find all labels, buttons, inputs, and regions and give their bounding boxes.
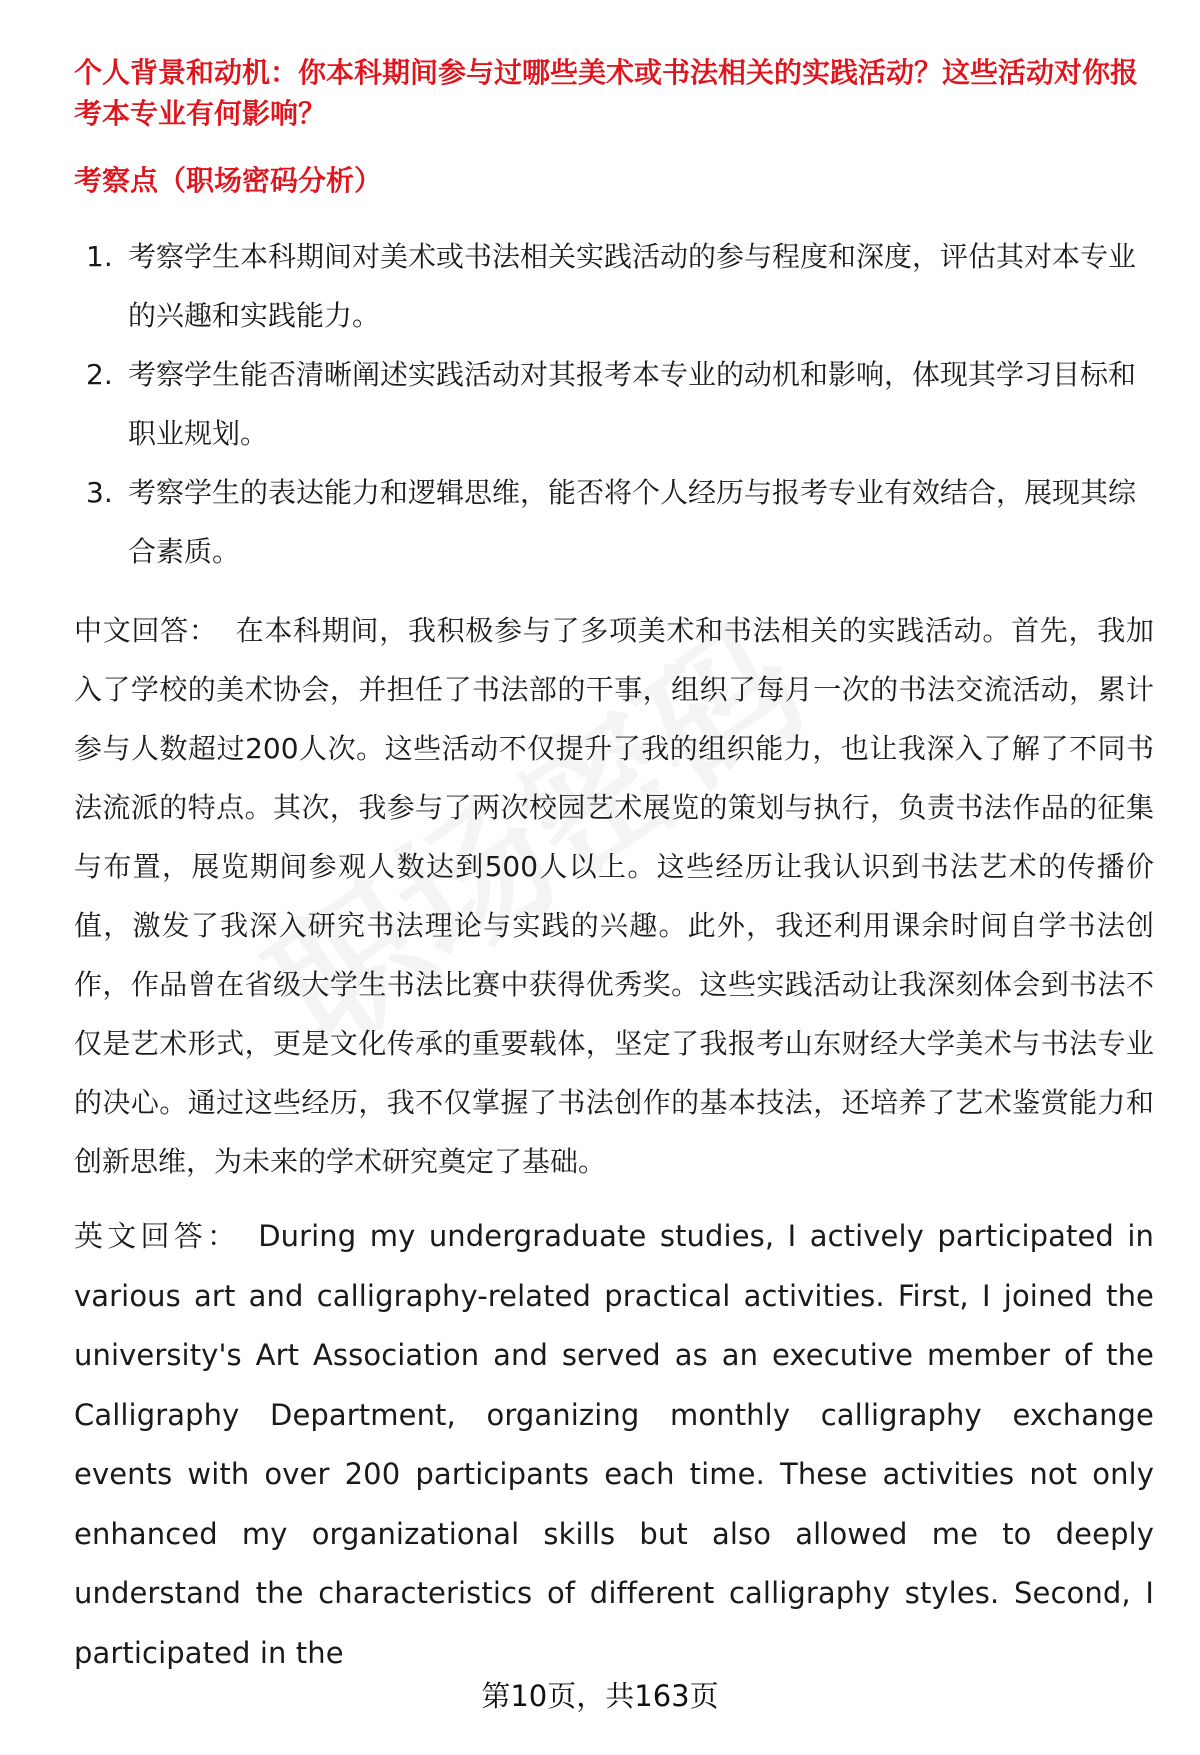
list-item-text: 考察学生能否清晰阐述实践活动对其报考本专业的动机和影响，体现其学习目标和职业规划。 (128, 358, 1137, 450)
analysis-heading: 考察点（职场密码分析） (74, 164, 383, 197)
list-item-number: 3. (86, 476, 113, 509)
chinese-answer-label: 中文回答： (74, 614, 218, 647)
analysis-points-list (74, 227, 1154, 581)
english-answer (74, 1207, 1154, 1683)
page-indicator: 第10页，共163页 (481, 1679, 719, 1713)
list-item (74, 345, 1154, 463)
question-title: 个人背景和动机：你本科期间参与过哪些美术或书法相关的实践活动？这些活动对你报考本专业有何影响？ (74, 56, 1139, 130)
english-answer-label: 英文回答： (74, 1219, 241, 1253)
english-answer-text: During my undergraduate studies, I actively participated in various art and calligraphy-related practical activities. First, I joined the university's Art Association and served as an executive member of the Calligraphy Department, organizing monthly calligraphy exchange events with over 200 participants each time. These activities not only enhanced my organizational skills but also allowed me to deeply understand the characteristics of different calligraphy styles. Second, I participated in the (74, 1219, 1154, 1670)
list-item-number: 2. (86, 358, 113, 391)
chinese-answer-text: 在本科期间，我积极参与了多项美术和书法相关的实践活动。首先，我加入了学校的美术协会，并担任了书法部的干事，组织了每月一次的书法交流活动，累计参与人数超过200人次。这些活动不仅提升了我的组织能力，也让我深入了解了不同书法流派的特点。其次，我参与了两次校园艺术展览的策划与执行，负责书法作品的征集与布置，展览期间参观人数达到500人以上。这些经历让我认识到书法艺术的传播价值，激发了我深入研究书法理论与实践的兴趣。此外，我还利用课余时间自学书法创作，作品曾在省级大学生书法比赛中获得优秀奖。这些实践活动让我深刻体会到书法不仅是艺术形式，更是文化传承的重要载体，坚定了我报考山东财经大学美术与书法专业的决心。通过这些经历，我不仅掌握了书法创作的基本技法，还培养了艺术鉴赏能力和创新思维，为未来的学术研究奠定了基础。 (74, 614, 1154, 1178)
list-item (74, 463, 1154, 581)
list-item-number: 1. (86, 240, 113, 273)
page-content (74, 52, 1154, 1683)
list-item-text: 考察学生的表达能力和逻辑思维，能否将个人经历与报考专业有效结合，展现其综合素质。 (128, 476, 1137, 568)
chinese-answer (74, 601, 1154, 1191)
list-item (74, 227, 1154, 345)
list-item-text: 考察学生本科期间对美术或书法相关实践活动的参与程度和深度，评估其对本专业的兴趣和实践能力。 (128, 240, 1137, 332)
